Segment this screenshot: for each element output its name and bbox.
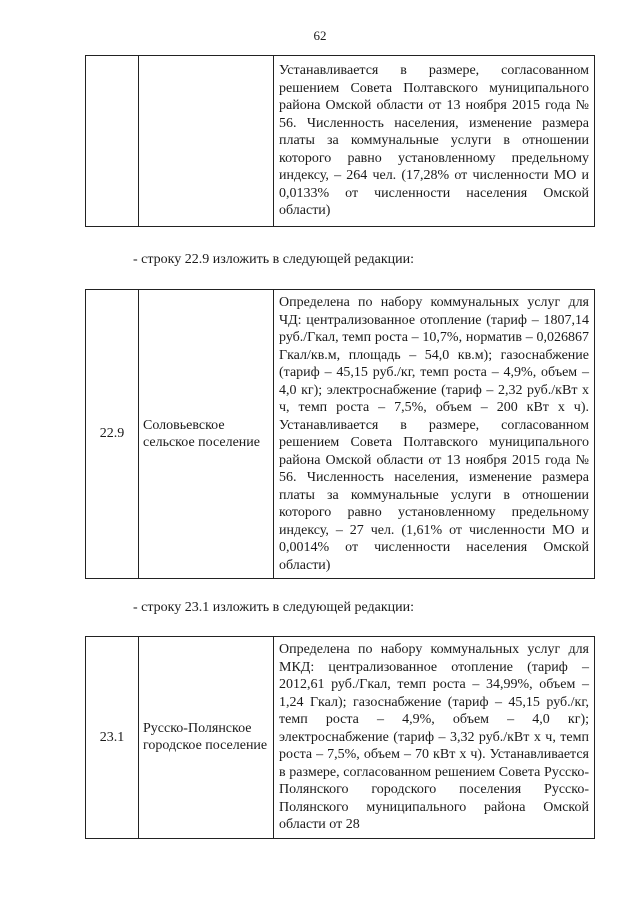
- table-row-23-1: [85, 636, 595, 839]
- row-name-cell: [139, 56, 274, 227]
- table-row: [86, 637, 595, 839]
- instruction-row-23-1: - строку 23.1 изложить в следующей редакции:: [133, 600, 415, 615]
- instruction-row-22-9: - строку 22.9 изложить в следующей редакции:: [133, 252, 415, 267]
- row-number-cell: 23.1: [86, 637, 139, 839]
- row-description-cell: Определена по набору коммунальных услуг для МКД: централизованное отопление (тариф – 2012,61 руб./Гкал, темп роста – 34,99%, объем – 1,24 Гкал); газоснабжение (тариф – 45,15 руб./кг, темп роста – 4,9%, объем – 4,0 кг); электроснабжение (тариф – 3,32 руб./кВт х ч, темп роста – 7,5%, объем – 70 кВт х ч). Устанавливается в размере, согласованном решением Совета Русско-Полянского городского поселения Русско-Полянского муниципального района Омской области от 28: [274, 637, 595, 839]
- row-name-cell: Русско-Полянское городское поселение: [139, 637, 274, 839]
- row-number-cell: 22.9: [86, 290, 139, 579]
- row-description-cell: Устанавливается в размере, согласованном решением Совета Полтавского муниципального района Омской области от 13 ноября 2015 года № 56. Численность населения, изменение размера платы за коммунальные услуги в отношении которого равно установленному предельному индексу, – 264 чел. (17,28% от численности МО и 0,0133% от численности населения Омской области): [274, 56, 595, 227]
- row-number-cell: [86, 56, 139, 227]
- table-row: [86, 290, 595, 579]
- page-number: 62: [313, 28, 327, 43]
- row-name-cell: Соловьевское сельское поселение: [139, 290, 274, 579]
- table-row-22-9: [85, 289, 595, 579]
- table-row: [86, 56, 595, 227]
- row-description-cell: Определена по набору коммунальных услуг для ЧД: централизованное отопление (тариф – 1807,14 руб./Гкал, темп роста – 10,7%, норматив – 0,026867 Гкал/кв.м, площадь – 54,0 кв.м); газоснабжение (тариф – 45,15 руб./кг, темп роста – 4,9%, объем – 4,0 кг); электроснабжение (тариф – 2,32 руб./кВт х ч, темп роста – 7,5%, объем – 200 кВт х ч). Устанавливается в размере, согласованном решением Совета Полтавского муниципального района Омской области от 13 ноября 2015 года № 56. Численность населения, изменение размера платы за коммунальные услуги в отношении которого равно установленному предельному индексу, – 27 чел. (1,61% от численности МО и 0,0014% от численности населения Омской области): [274, 290, 595, 579]
- table-row-continuation: [85, 55, 595, 227]
